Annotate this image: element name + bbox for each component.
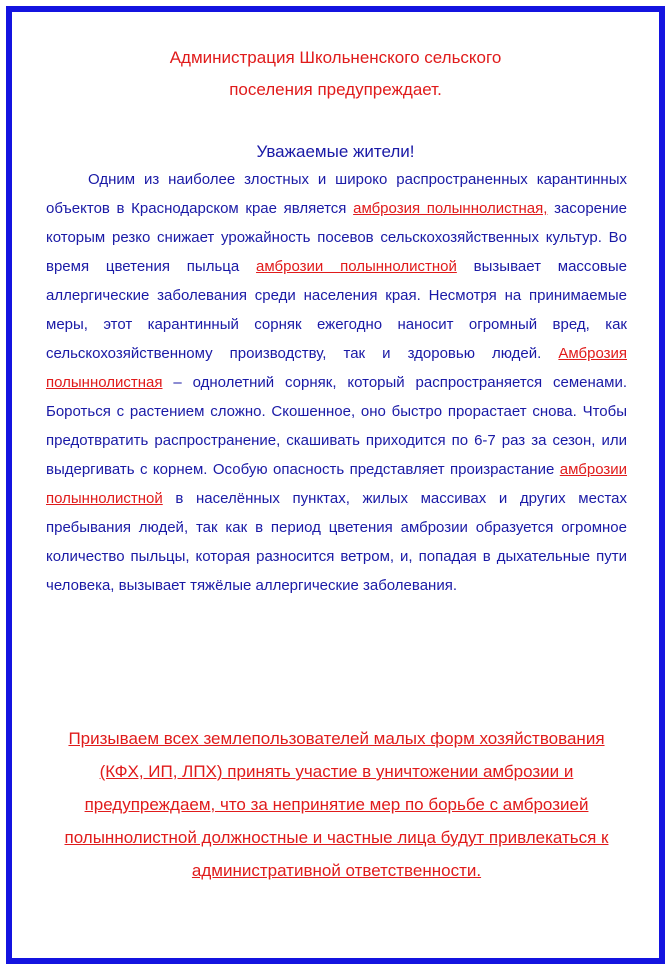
highlight-ambrosia-1: амброзия полыннолистная, bbox=[353, 200, 548, 217]
appeal-warning: Призываем всех землепользователей малых форм хозяйствования (КФХ, ИП, ЛПХ) принять участие в уничтожении амброзии и предупреждаем, что за непринятие мер по борьбе с амброзией полыннолистной должностные и частные лица будут привлекаться к административной ответственности. bbox=[64, 729, 609, 880]
body-paragraph bbox=[46, 165, 627, 600]
highlight-ambrosia-4: амброзии полыннолистной bbox=[46, 461, 628, 507]
body-text-4: – однолетний сорняк, который распространяется семенами. Бороться с растением сложно. Скошенное, оно быстро прорастает снова. Чтобы предотвратить распространение, скашивать приходится по 6-7 раз за сезон, или выдергивать с корнем. Особую опасность представляет произрастание bbox=[46, 374, 627, 478]
body-text-5: в населённых пунктах, жилых массивах и других местах пребывания людей, так как в период цветения амброзии образуется огромное количество пыльцы, которая разносится ветром, и, попадая в дыхательные пути человека, вызывает тяжёлые аллергические заболевания. bbox=[46, 490, 627, 594]
greeting-heading: Уважаемые жители! bbox=[256, 142, 415, 161]
highlight-ambrosia-3: Амброзия полыннолистная bbox=[46, 345, 628, 391]
body-text-1: Одним из наиболее злостных и широко распространенных карантинных объектов в Краснодарском крае является bbox=[46, 171, 627, 217]
header-line-1: Администрация Школьненского сельского bbox=[169, 48, 502, 67]
body-text-2: засорение которым резко снижает урожайность посевов сельскохозяйственных культур. Во время цветения пыльца bbox=[46, 200, 628, 275]
header-line-2: поселения предупреждает. bbox=[229, 80, 442, 99]
page-border-frame bbox=[6, 6, 665, 964]
highlight-ambrosia-2: амброзии полыннолистной bbox=[256, 258, 457, 275]
header-notice bbox=[12, 42, 659, 106]
body-text-3: вызывает массовые аллергические заболевания среди населения края. Несмотря на принимаемые меры, этот карантинный сорняк ежегодно наносит огромный вред, как сельскохозяйственному производству, так и здоровью людей. bbox=[46, 258, 628, 362]
